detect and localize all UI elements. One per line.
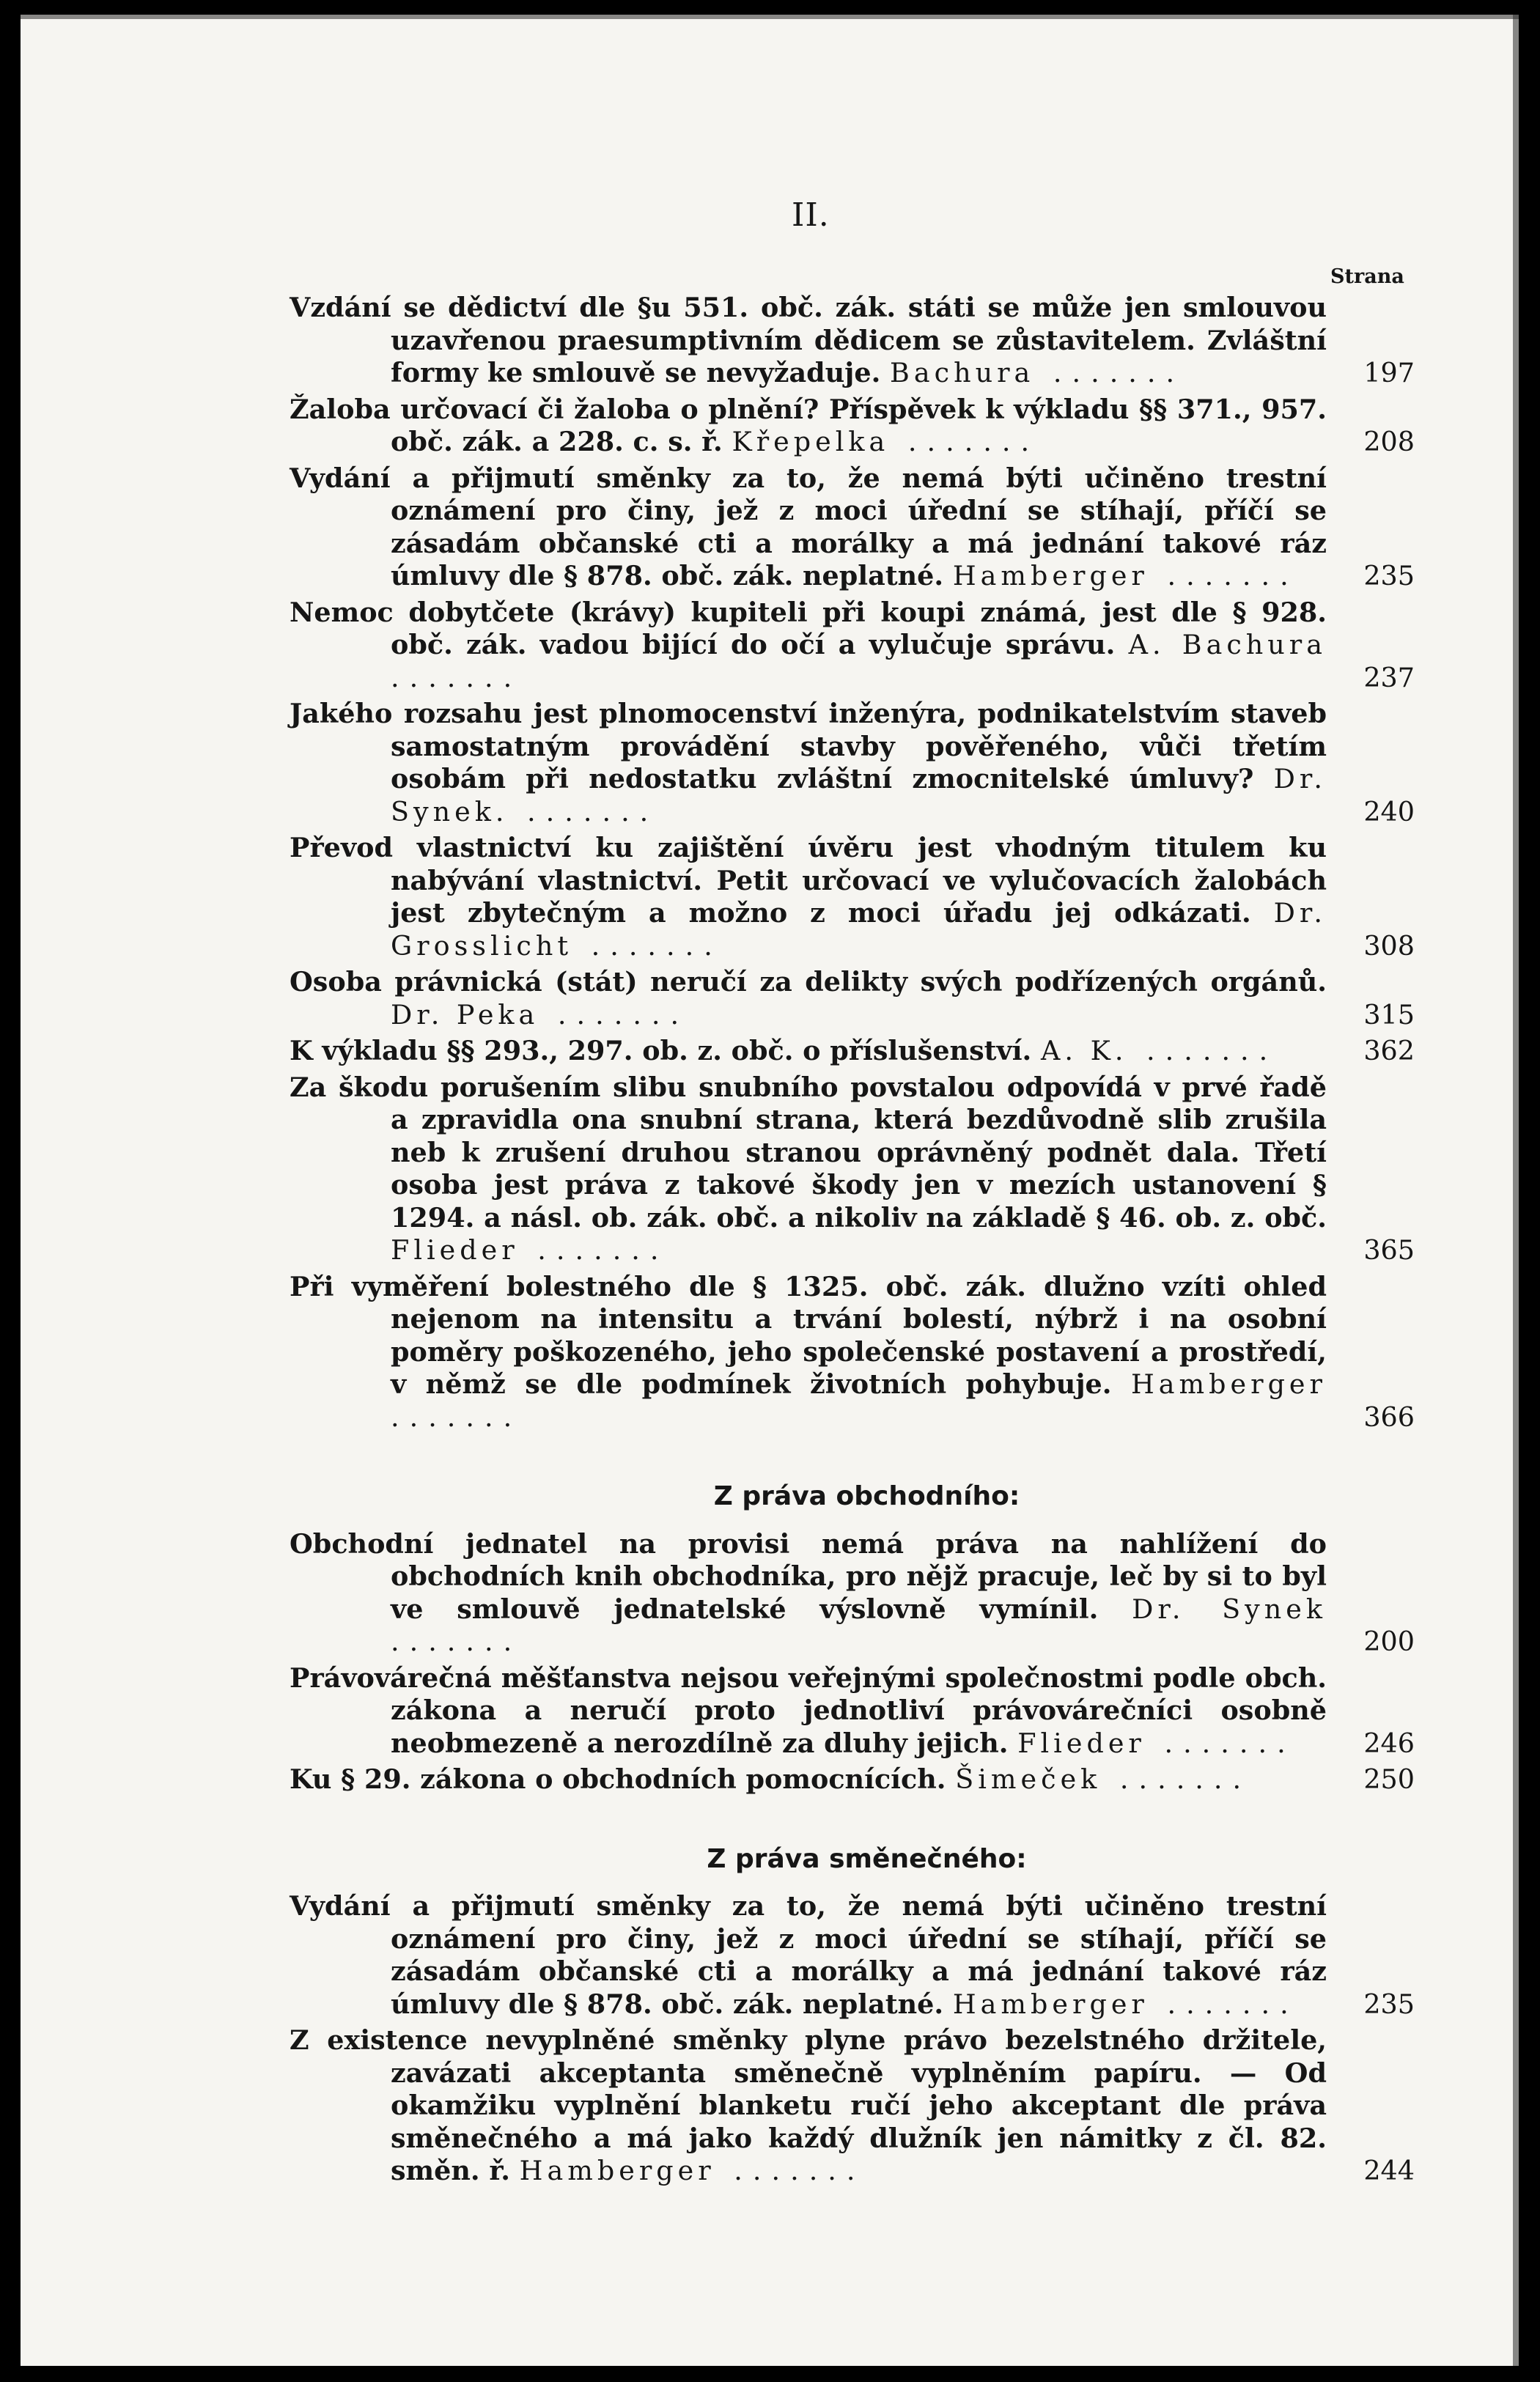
toc-entry — [290, 1072, 1415, 1267]
entry-author: Dr. Peka — [391, 998, 539, 1030]
dot-leader: ....... — [1148, 1988, 1299, 2020]
toc-entry — [290, 832, 1415, 962]
toc-section — [290, 292, 1415, 1434]
toc-entry — [290, 1271, 1415, 1434]
toc-entry — [290, 292, 1415, 390]
entry-text-block — [290, 1890, 1415, 2021]
toc-entry — [290, 462, 1415, 593]
entry-page-number: 366 — [1363, 1401, 1415, 1433]
entry-page-number: 315 — [1363, 998, 1415, 1030]
entry-title: Vydání a přijmutí směnky za to, že nemá býti učiněno trestní oznámení pro činy, jež z moci úřední se stíhají, příčí se zásadám občanské cti a morálky a má jednání takové ráz úmluvy dle § 878. obč. zák. neplatné. — [290, 1890, 1327, 2020]
toc-entry — [290, 2024, 1415, 2188]
dot-leader: ....... — [539, 998, 690, 1030]
entry-title: Převod vlastnictví ku zajištění úvěru jest vhodným titulem ku nabývání vlastnictví. Petit určovací ve vylučovacích žalobách jest zbytečným a možno z moci úřadu jej odkázati. — [290, 832, 1327, 929]
dot-leader: ....... — [715, 2155, 866, 2186]
entry-author: Křepelka — [732, 426, 890, 457]
entry-title: Žaloba určovací či žaloba o plnění? Příspěvek k výkladu §§ 371., 957. obč. zák. a 228. c. s. ř. — [290, 393, 1327, 457]
entry-page-number: 197 — [1363, 357, 1415, 388]
section-heading: Z práva obchodního: — [713, 1481, 1020, 1511]
toc-entry — [290, 1035, 1415, 1068]
entry-title: Vzdání se dědictví dle §u 551. obč. zák. státi se může jen smlouvou uzavřenou praesumptivním dědicem se zůstavitelem. Zvláštní formy ke smlouvě se nevyžaduje. — [290, 292, 1327, 388]
entry-text-block — [290, 1271, 1415, 1434]
entry-page-number: 237 — [1363, 661, 1415, 693]
entry-page-number: 362 — [1363, 1035, 1415, 1066]
entry-title: Z existence nevyplněné směnky plyne právo bezelstného držitele, zavázati akceptanta směnečně vyplněním papíru. — Od okamžiku vyplnění blanketu ručí jeho akceptant dle práva směnečného a má jako každý dlužník jen námitky z čl. 82. směn. ř. — [290, 2024, 1327, 2186]
entry-page-number: 208 — [1363, 426, 1415, 457]
toc-entry — [290, 1662, 1415, 1760]
dot-leader: ....... — [1127, 1035, 1278, 1066]
toc-entry — [290, 1528, 1415, 1659]
entry-title: K výkladu §§ 293., 297. ob. z. obč. o příslušenství. — [290, 1035, 1032, 1066]
dot-leader: ....... — [1148, 560, 1299, 591]
toc-entry — [290, 394, 1415, 459]
entry-title: Osoba právnická (stát) neručí za delikty svých podřízených orgánů. — [290, 966, 1327, 998]
entry-title: Nemoc dobytčete (krávy) kupiteli při koupi známá, jest dle § 928. obč. zák. vadou bijící do očí a vylučuje správu. — [290, 596, 1327, 660]
entry-text-block — [290, 832, 1415, 962]
dot-leader: ....... — [391, 661, 523, 693]
entry-page-number: 200 — [1363, 1626, 1415, 1657]
toc-entry — [290, 698, 1415, 828]
entry-text-block — [290, 394, 1415, 459]
entry-page-number: 240 — [1363, 795, 1415, 827]
entry-author: Hamberger — [952, 560, 1149, 591]
entry-author: Dr. Synek — [1132, 1593, 1327, 1625]
entry-text-block — [290, 1763, 1415, 1796]
entry-text-block — [290, 292, 1415, 390]
entry-author: Hamberger — [952, 1988, 1149, 2020]
section-heading: Z práva směnečného: — [707, 1843, 1027, 1874]
toc-entry — [290, 1890, 1415, 2021]
entry-title: Ku § 29. zákona o obchodních pomocnících. — [290, 1763, 946, 1795]
entry-title: Jakého rozsahu jest plnomocenství inženýra, podnikatelstvím staveb samostatným provádění stavby pověřeného, vůči třetím osobám při nedostatku zvláštní zmocnitelské úmluvy? — [290, 698, 1327, 794]
toc-section — [290, 1481, 1415, 1796]
entry-page-number: 246 — [1363, 1727, 1415, 1759]
scan-edge-top — [21, 15, 1519, 19]
entry-page-number: 235 — [1363, 560, 1415, 591]
entry-author: Flieder — [391, 1234, 519, 1266]
table-of-contents — [290, 292, 1415, 2191]
entry-title: Obchodní jednatel na provisi nemá práva na nahlížení do obchodních knih obchodníka, pro nějž pracuje, leč by si to byl ve smlouvě jednatelské výslovně vymínil. — [290, 1527, 1327, 1625]
entry-text-block — [290, 1662, 1415, 1760]
entry-page-number: 250 — [1363, 1763, 1415, 1795]
dot-leader: ....... — [1145, 1727, 1296, 1759]
toc-entry — [290, 1763, 1415, 1796]
dot-leader: ....... — [391, 1626, 523, 1657]
entry-author: Šimeček — [955, 1763, 1102, 1795]
entry-author: A. K. — [1041, 1035, 1128, 1066]
dot-leader: ....... — [572, 929, 723, 962]
entry-page-number: 308 — [1363, 929, 1415, 962]
entry-page-number: 244 — [1363, 2155, 1415, 2186]
entry-author: Flieder — [1017, 1727, 1146, 1759]
entry-text-block — [290, 597, 1415, 695]
entry-page-number: 235 — [1363, 1988, 1415, 2020]
entry-text-block — [290, 2024, 1415, 2188]
entry-page-number: 365 — [1363, 1234, 1415, 1266]
entry-title: Právovárečná měšťanstva nejsou veřejnými společnostmi podle obch. zákona a neručí proto jednotliví právovárečníci osobně neobmezeně a nerozdílně za dluhy jejich. — [290, 1662, 1327, 1759]
dot-leader: ....... — [391, 1401, 523, 1433]
page-number: II. — [792, 196, 830, 234]
entry-author: Dr. Synek. — [391, 763, 1327, 827]
entry-title: Při vyměření bolestného dle § 1325. obč. zák. dlužno vzíti ohled nejenom na intensitu a trvání bolestí, nýbrž i na osobní poměry poškozeného, jeho společenské postavení a prostředí, v němž se dle podmínek životních pohybuje. — [290, 1270, 1327, 1400]
entry-text-block — [290, 1528, 1415, 1659]
entry-author: Hamberger — [1130, 1368, 1327, 1400]
toc-section — [290, 1843, 1415, 2188]
dot-leader: ....... — [889, 426, 1040, 457]
entry-text-block — [290, 966, 1415, 1031]
entry-text-block — [290, 698, 1415, 828]
entry-text-block — [290, 462, 1415, 593]
entry-title: Vydání a přijmutí směnky za to, že nemá býti učiněno trestní oznámení pro činy, jež z moci úřední se stíhají, příčí se zásadám občanské cti a morálky a má jednání takové ráz úmluvy dle § 878. obč. zák. neplatné. — [290, 462, 1327, 591]
entry-author: Dr. Grosslicht — [391, 897, 1327, 962]
dot-leader: ....... — [518, 1234, 669, 1266]
entry-author: Hamberger — [519, 2155, 715, 2186]
dot-leader: ....... — [1034, 357, 1185, 388]
toc-entry — [290, 597, 1415, 695]
strana-label: Strana — [1330, 265, 1404, 288]
dot-leader: ....... — [508, 795, 659, 827]
entry-text-block — [290, 1072, 1415, 1267]
entry-title: Za škodu porušením slibu snubního povstalou odpovídá v prvé řadě a zpravidla ona snubní strana, která bezdůvodně slib zrušila neb k zrušení druhou stranou oprávněný podnět dala. Třetí osoba jest práva z takové škody jen v mezích ustanovení § 1294. a násl. ob. zák. obč. a nikoliv na základě § 46. ob. z. obč. — [290, 1071, 1327, 1234]
scan-edge-right — [1513, 15, 1519, 2366]
dot-leader: ....... — [1101, 1763, 1252, 1795]
entry-author: Bachura — [890, 357, 1035, 388]
toc-entry — [290, 966, 1415, 1031]
entry-text-block — [290, 1035, 1415, 1068]
entry-author: A. Bachura — [1128, 629, 1327, 660]
